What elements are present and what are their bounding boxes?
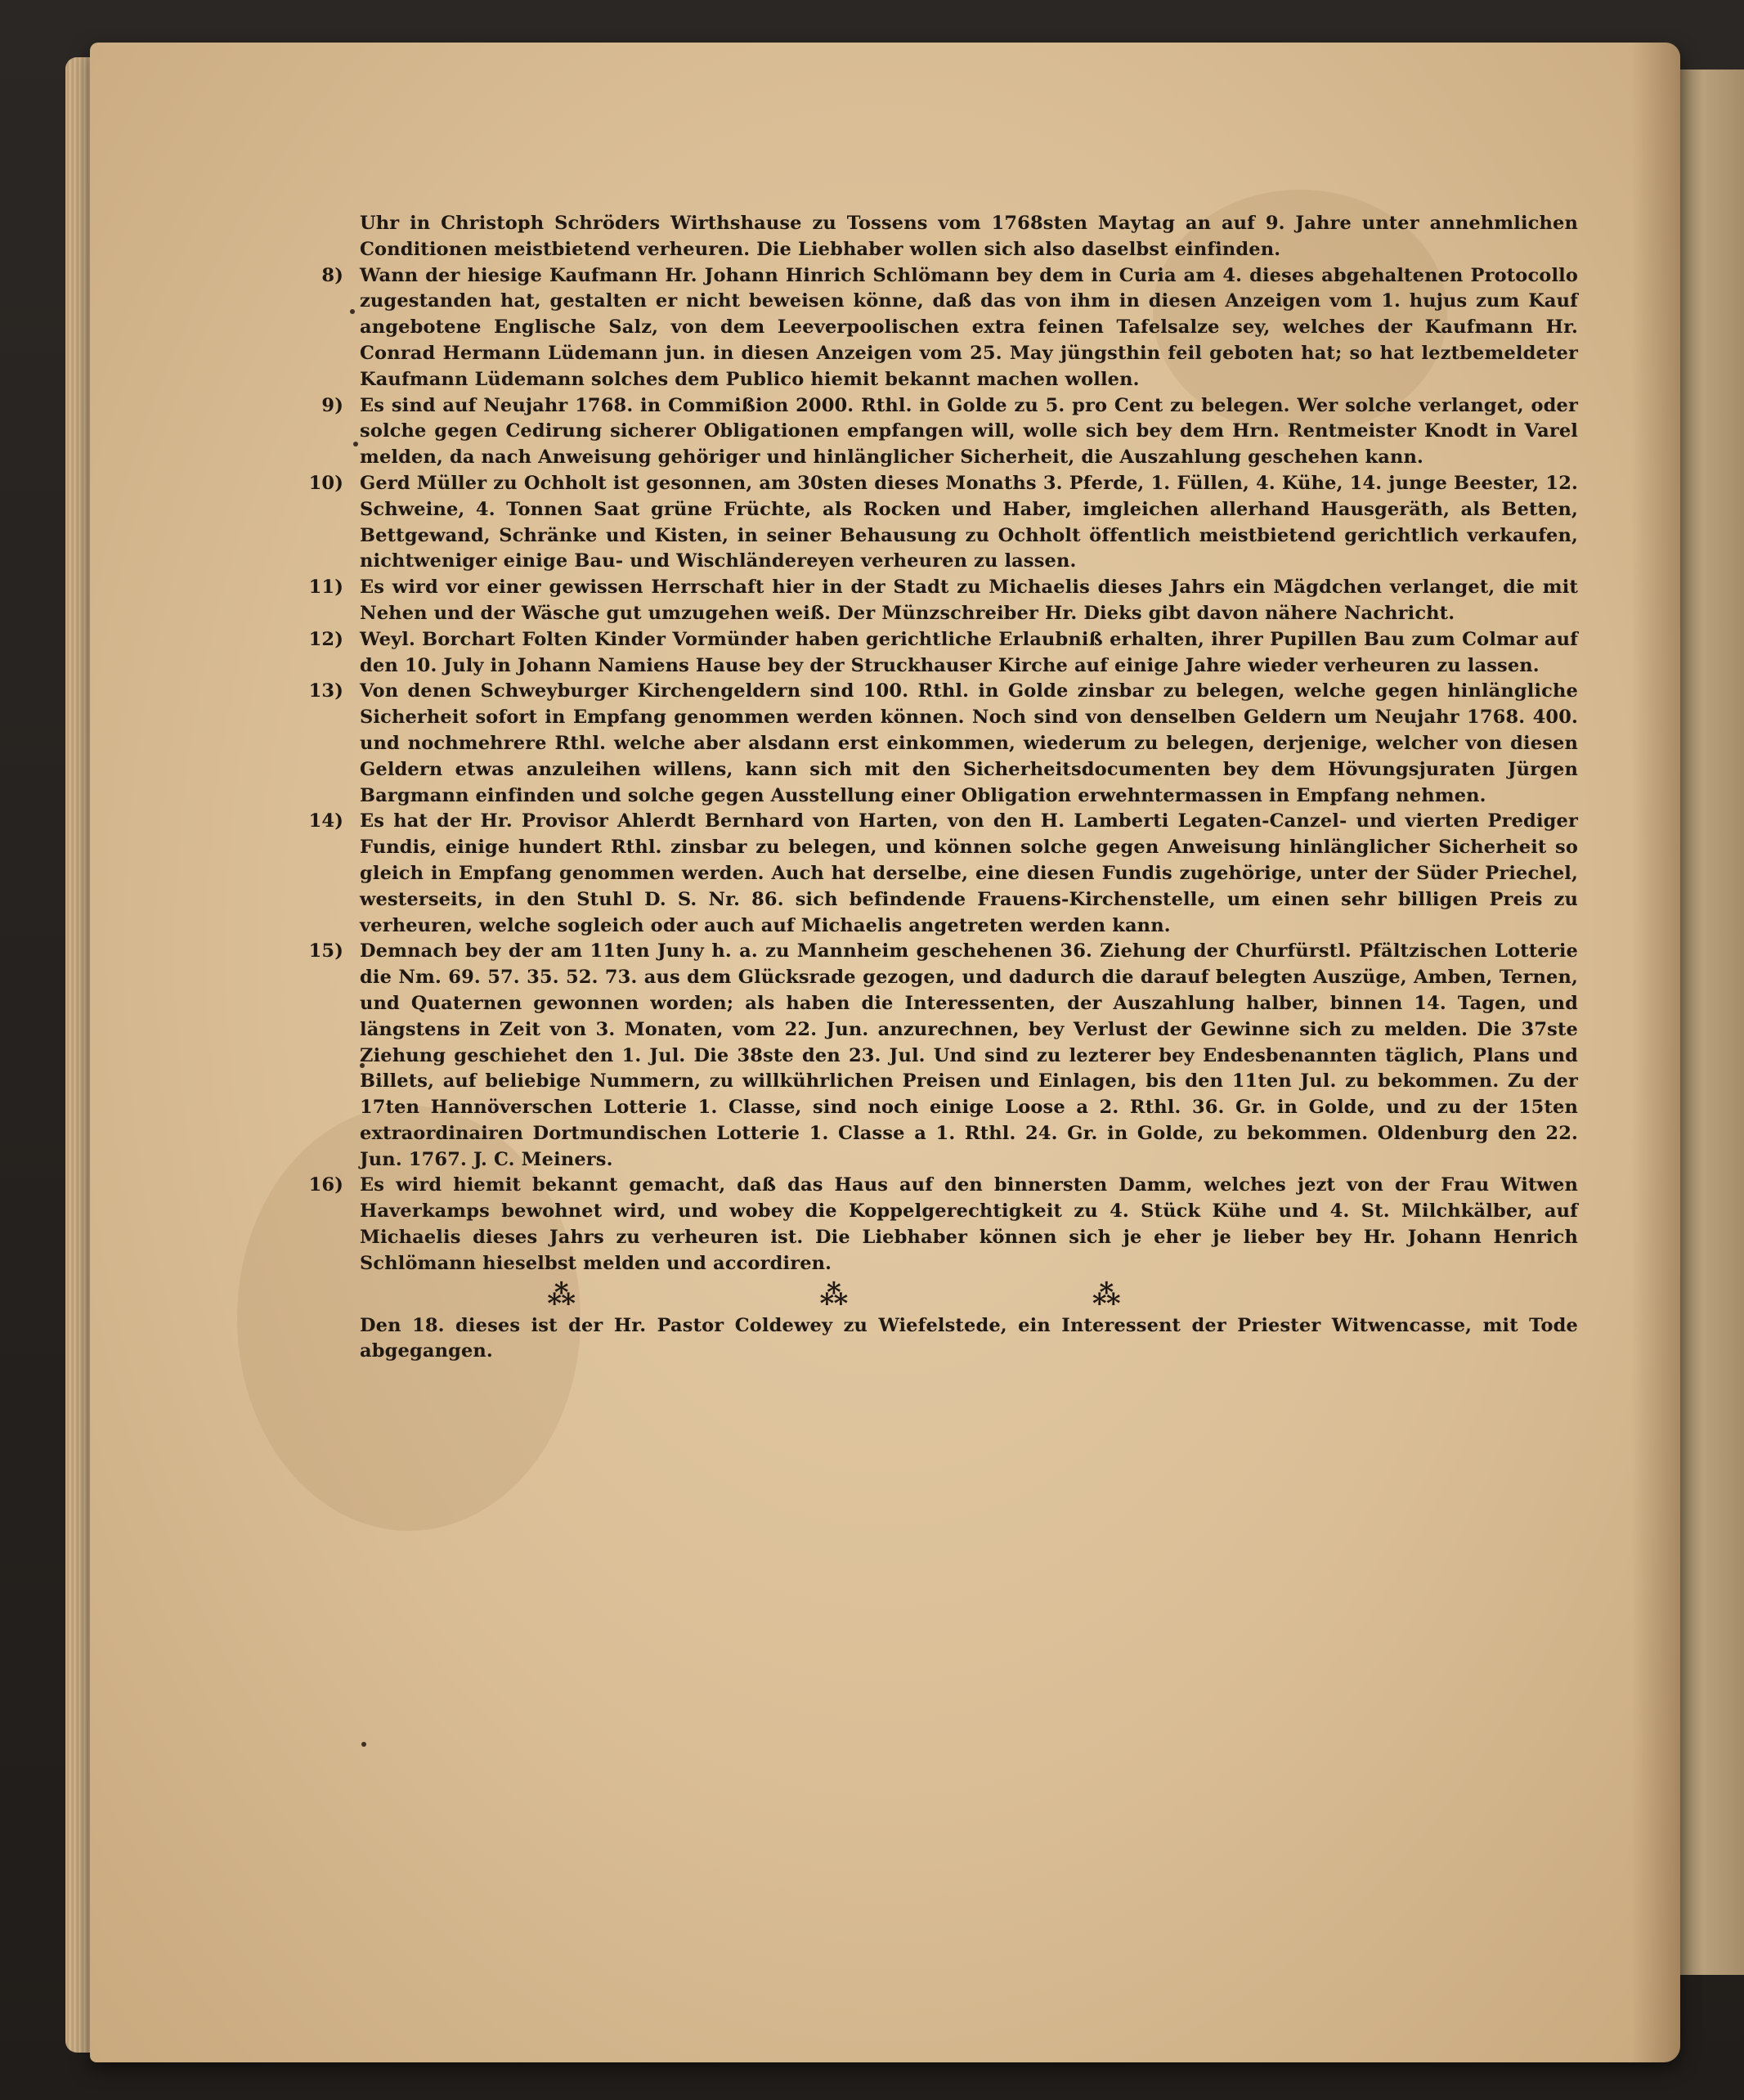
obituary-note — [360, 1313, 1578, 1366]
notice-text: Es sind auf Neujahr 1768. in Commißion 2000. Rthl. in Golde zu 5. pro Cent zu belegen. Wer solche verlanget, oder solche gegen Cedirung sicherer Obligationen empfangen will, wolle sich bey dem Hrn. Rentmeister Knodt in Varel melden, da nach Anweisung gehöriger und hinlänglicher Sicherheit, die Auszahlung geschehen kann. — [360, 394, 1578, 469]
obituary-text: Den 18. dieses ist der Hr. Pastor Coldewey zu Wiefelstede, ein Interessent der Priester Witwencasse, mit Tode abgegangen. — [360, 1314, 1578, 1362]
notice-text: Weyl. Borchart Folten Kinder Vormünder haben gerichtliche Erlaubniß erhalten, ihrer Pupillen Bau zum Colmar auf den 10. July in Johann Namiens Hause bey der Struckhauser Kirche auf einige Jahre wieder verheuren zu lassen. — [360, 628, 1578, 676]
notice-15 — [308, 939, 1578, 1173]
notice-11 — [308, 575, 1578, 627]
notice-text: Es wird vor einer gewissen Herrschaft hier in der Stadt zu Michaelis dieses Jahrs ein Mägdchen verlanget, die mit Nehen und der Wäsche gut umzugehen weiß. Der Münzschreiber Hr. Dieks gibt davon nähere Nachricht. — [360, 577, 1578, 624]
notice-text: Von denen Schweyburger Kirchengeldern sind 100. Rthl. in Golde zinsbar zu belegen, welche gegen hinlängliche Sicherheit sofort in Empfang genommen werden können. Noch sind von denselben Geldern um Neujahr 1768. 400. und nochmehrere Rthl. welche aber alsdann erst einkommen, wiederum zu belegen, derjenige, welcher von diesen Geldern etwas anzuleihen willens, kann sich mit den Sicherheitsdocumenten bey dem Hövungsjuraten Jürgen Bargmann einfinden und solche gegen Ausstellung einer Obligation erwehntermassen in Empfang nehmen. — [360, 680, 1578, 806]
notice-number: 12) — [308, 628, 343, 650]
ink-dot — [361, 1742, 366, 1747]
notice-number: 9) — [321, 394, 343, 416]
ink-dot — [350, 309, 355, 314]
notice-8 — [321, 263, 1578, 393]
notice-text: Uhr in Christoph Schröders Wirthshause zu Tossens vom 1768sten Maytag an auf 9. Jahre unter annehmlichen Conditionen meistbietend verheuren. Die Liebhaber wollen sich also daselbst einfinden. — [360, 213, 1578, 260]
notice-number: 10) — [308, 472, 343, 494]
notice-text: Gerd Müller zu Ochholt ist gesonnen, am 30sten dieses Monaths 3. Pferde, 1. Füllen, 4. Kühe, 14. junge Beester, 12. Schweine, 4. Tonnen Saat grüne Früchte, als Rocken und Haber, imgleichen allerhand Hausgeräth, als Betten, Bettgewand, Schränke und Kisten, in seiner Behausung zu Ochholt öffentlich meistbietend gerichtlich verkaufen, nichtweniger einige Bau- und Wischländereyen verheuren zu lassen. — [360, 472, 1578, 572]
notice-number: 15) — [308, 940, 343, 962]
page-text — [308, 211, 1578, 1365]
notice-number: 8) — [321, 264, 343, 286]
notice-number: 14) — [308, 810, 343, 832]
ink-dot — [353, 442, 358, 446]
notice-16 — [308, 1173, 1578, 1277]
ornament-star: ⁂ — [819, 1278, 849, 1312]
notice-text: Es wird hiemit bekannt gemacht, daß das Haus auf den binnersten Damm, welches jezt von der Frau Witwen Haverkamps bewohnet wird, und wobey die Koppelgerechtigkeit zu 4. Stück Kühe und 4. St. Milchkälber, auf Michaelis dieses Jahrs zu verheuren ist. Die Liebhaber können sich je eher je lieber bey Hr. Johann Henrich Schlömann hieselbst melden und accordiren. — [360, 1174, 1578, 1274]
notice-text: Es hat der Hr. Provisor Ahlerdt Bernhard von Harten, von den H. Lamberti Legaten-Canzel- und vierten Prediger Fundis, einige hundert Rthl. zinsbar zu belegen, und können solche gegen Anweisung hinlänglicher Sicherheit so gleich in Empfang genommen werden. Auch hat derselbe, eine diesen Fundis zugehörige, unter der Süder Priechel, westerseits, in den Stuhl D. S. Nr. 86. sich befindende Frauens-Kirchenstelle, um einen sehr billigen Preis zu verheuren, welche sogleich oder auch auf Michaelis angetreten werden kann. — [360, 810, 1578, 936]
notice-14 — [308, 809, 1578, 939]
ornament-star: ⁂ — [547, 1278, 576, 1312]
notice-continuation — [360, 211, 1578, 263]
notice-text: Demnach bey der am 11ten Juny h. a. zu Mannheim geschehenen 36. Ziehung der Churfürstl. Pfältzischen Lotterie die Nm. 69. 57. 35. 52. 73. aus dem Glücksrade gezogen, und dadurch die darauf belegten Auszüge, Amben, Ternen, und Quaternen gewonnen worden; als haben die Interessenten, der Auszahlung halber, binnen 14. Tagen, und längstens in Zeit von 3. Monaten, vom 22. Jun. anzurechnen, bey Verlust der Gewinne sich zu melden. Die 37ste Ziehung geschiehet den 1. Jul. Die 38ste den 23. Jul. Und sind zu lezterer bey Endesbenannten täglich, Plans und Billets, auf beliebige Nummern, zu willkührlichen Preisen und Einlagen, bis den 11ten Jul. zu bekommen. Zu der 17ten Hannöverschen Lotterie 1. Classe, sind noch einige Loose a 2. Rthl. 36. Gr. in Golde, und zu der 15ten extraordinairen Dortmundischen Lotterie 1. Classe a 1. Rthl. 24. Gr. in Golde, zu bekommen. Oldenburg den 22. Jun. 1767. J. C. Meiners. — [360, 940, 1578, 1170]
notice-9 — [321, 393, 1578, 471]
notice-13 — [308, 679, 1578, 809]
facing-page-edge — [1676, 70, 1744, 1975]
notice-10 — [308, 471, 1578, 575]
ornament-star: ⁂ — [1092, 1278, 1121, 1312]
gutter-shadow — [1631, 43, 1680, 2062]
notice-number: 16) — [308, 1174, 343, 1196]
ornament-row — [425, 1278, 1243, 1312]
notice-number: 13) — [308, 680, 343, 702]
notice-12 — [308, 627, 1578, 680]
notice-text: Wann der hiesige Kaufmann Hr. Johann Hinrich Schlömann bey dem in Curia am 4. dieses abgehaltenen Protocollo zugestanden hat, gestalten er nicht beweisen könne, daß das von ihm in diesen Anzeigen vom 1. hujus zum Kauf angebotene Englische Salz, von dem Leeverpoolischen extra feinen Tafelsalze sey, welches der Kaufmann Hr. Conrad Hermann Lüdemann jun. in diesen Anzeigen vom 25. May jüngsthin feil geboten hat; so hat leztbemeldeter Kaufmann Lüdemann solches dem Publico hiemit bekannt machen wollen. — [360, 264, 1578, 390]
notice-number: 11) — [308, 577, 343, 599]
